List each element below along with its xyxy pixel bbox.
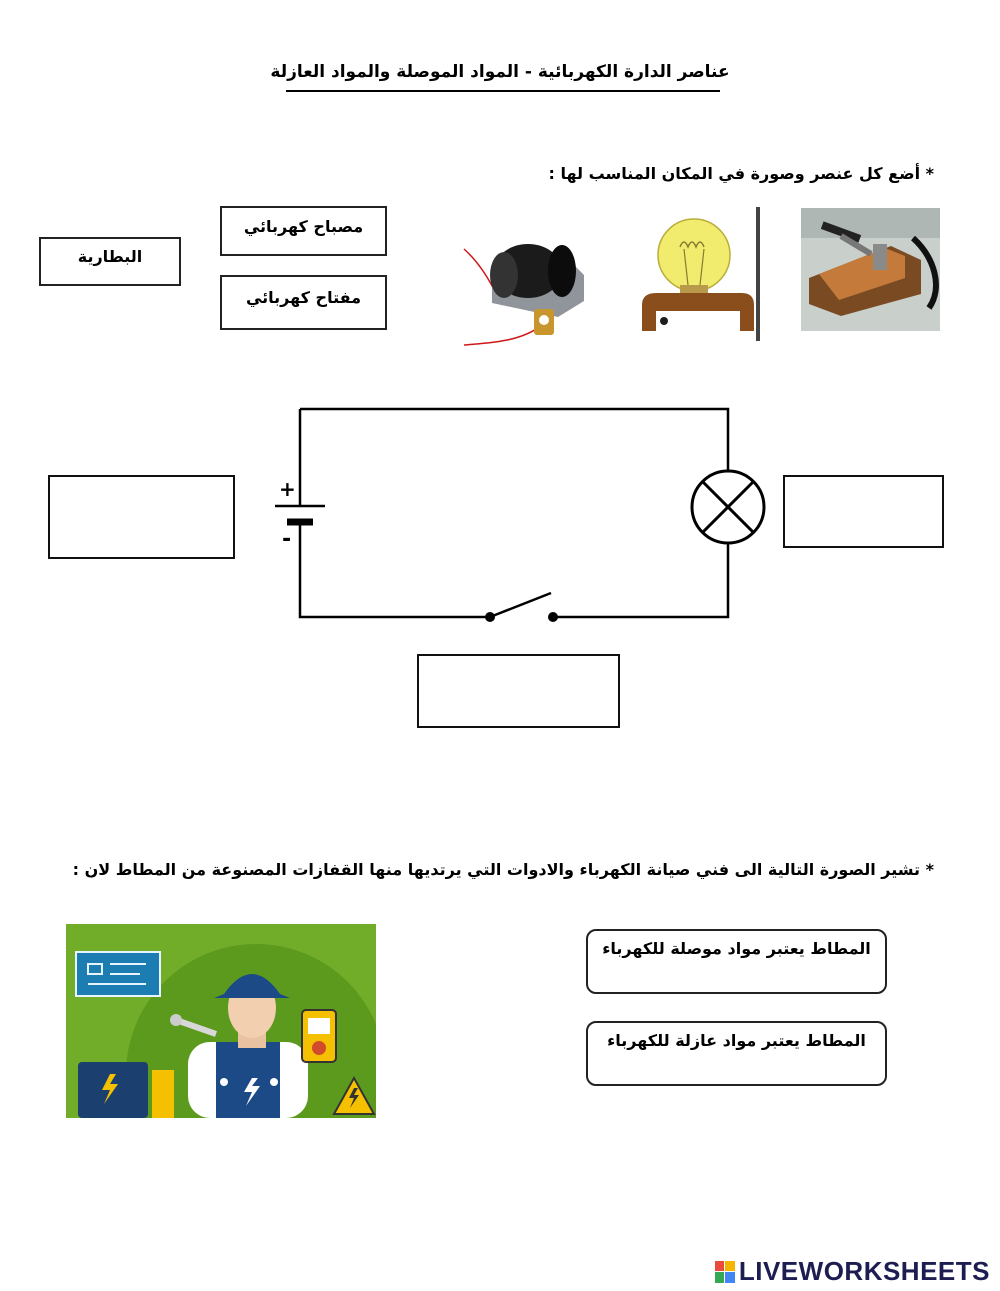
logo-square-1 bbox=[715, 1261, 725, 1272]
word-card-lamp-label: مصباح كهربائي bbox=[243, 216, 364, 236]
circuit-diagram bbox=[268, 400, 773, 630]
question-1: * أضع كل عنصر وصورة في المكان المناسب لها : bbox=[548, 164, 934, 183]
circuit-wire-right bbox=[553, 543, 728, 617]
answer-option-insulator-label: المطاط يعتبر مواد عازلة للكهرباء bbox=[607, 1031, 866, 1050]
logo-square-3 bbox=[715, 1272, 725, 1283]
answer-option-conductor[interactable] bbox=[586, 929, 887, 994]
answer-option-insulator[interactable] bbox=[586, 1021, 887, 1086]
liveworksheets-logo-text: LIVEWORKSHEETS bbox=[738, 1256, 990, 1286]
circuit-wire-bottom bbox=[300, 522, 490, 617]
drop-box-lamp[interactable] bbox=[783, 475, 944, 548]
battery-minus-sign: - bbox=[282, 527, 292, 552]
battery-plus-sign: + bbox=[279, 477, 296, 501]
switch-symbol bbox=[485, 593, 558, 622]
logo-square-4 bbox=[725, 1272, 735, 1283]
word-card-switch[interactable] bbox=[220, 275, 387, 330]
answer-option-conductor-label: المطاط يعتبر مواد موصلة للكهرباء bbox=[602, 939, 871, 958]
battery-photo[interactable] bbox=[462, 205, 590, 350]
lamp-symbol bbox=[692, 471, 764, 543]
worksheet-title: عناصر الدارة الكهربائية - المواد الموصلة والمواد العازلة bbox=[270, 62, 730, 82]
lamp-photo[interactable] bbox=[636, 207, 760, 341]
word-card-battery-label: البطارية bbox=[77, 247, 143, 266]
drop-box-switch[interactable] bbox=[417, 654, 620, 728]
circuit-wire-top bbox=[300, 409, 728, 470]
technician-illustration bbox=[66, 924, 376, 1118]
switch-photo[interactable] bbox=[801, 208, 940, 331]
drop-box-battery[interactable] bbox=[48, 475, 235, 559]
liveworksheets-logo-icon bbox=[715, 1261, 735, 1283]
battery-symbol bbox=[275, 506, 325, 522]
word-card-battery[interactable] bbox=[39, 237, 181, 286]
question-2: * تشير الصورة التالية الى فني صيانة الكهرباء والادوات التي يرتديها منها القفازات المصنوعة من المطاط لان : bbox=[72, 860, 934, 879]
liveworksheets-logo bbox=[715, 1256, 990, 1287]
logo-square-2 bbox=[725, 1261, 735, 1272]
word-card-switch-label: مفتاح كهربائي bbox=[245, 288, 362, 307]
word-card-lamp[interactable] bbox=[220, 206, 387, 256]
title-underline bbox=[286, 90, 720, 92]
